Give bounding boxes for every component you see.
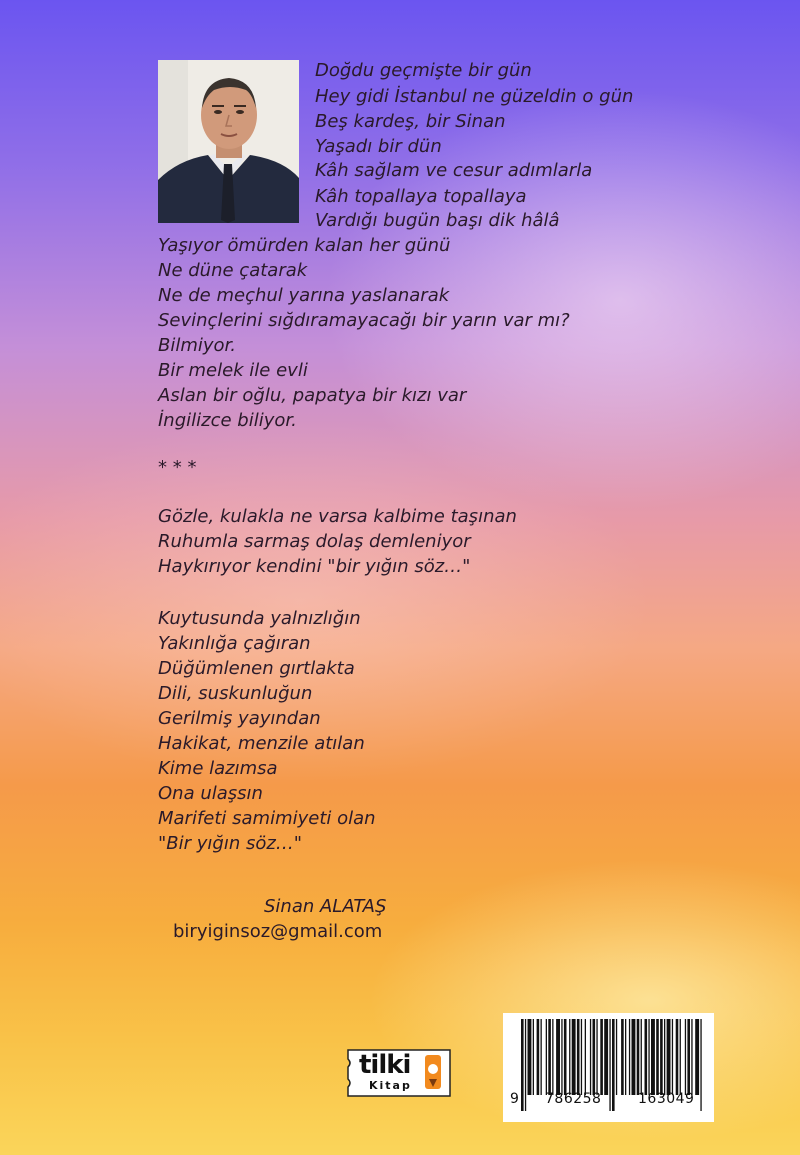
barcode-bar bbox=[632, 1019, 636, 1095]
poem-line: Kâh topallaya topallaya bbox=[315, 186, 527, 207]
barcode-digit-group-1: 786258 bbox=[545, 1091, 602, 1107]
barcode-bar bbox=[651, 1019, 655, 1095]
barcode-bar bbox=[585, 1019, 586, 1095]
barcode-bar bbox=[528, 1019, 532, 1095]
barcode-bar bbox=[561, 1019, 562, 1095]
poem-line: Kâh sağlam ve cesur adımlarla bbox=[315, 160, 593, 181]
barcode-bar bbox=[604, 1019, 608, 1095]
barcode-bar bbox=[609, 1019, 610, 1111]
barcode-bar bbox=[672, 1019, 673, 1095]
poem-line: Doğdu geçmişte bir gün bbox=[315, 60, 532, 81]
poem-line: Yaşadı bir dün bbox=[315, 136, 442, 157]
barcode-bar bbox=[569, 1019, 570, 1095]
barcode-bar bbox=[645, 1019, 648, 1095]
barcode-bar bbox=[656, 1019, 659, 1095]
barcode-bar bbox=[700, 1019, 701, 1111]
barcode-bar bbox=[564, 1019, 567, 1095]
barcode-bar bbox=[548, 1019, 551, 1095]
barcode-bar bbox=[546, 1019, 547, 1095]
poem-line: Sevinçlerini sığdıramayacağı bir yarın var mı? bbox=[158, 310, 570, 331]
barcode-bar bbox=[612, 1019, 615, 1111]
barcode-bar bbox=[596, 1019, 597, 1095]
publisher-logo-name: tilki bbox=[359, 1050, 411, 1080]
poem-line: Dili, suskunluğun bbox=[158, 683, 313, 704]
barcode-bar bbox=[537, 1019, 540, 1095]
poem-line: Ne de meçhul yarına yaslanarak bbox=[158, 285, 450, 306]
barcode-bar bbox=[648, 1019, 649, 1095]
poem-line: Hakikat, menzile atılan bbox=[158, 733, 365, 754]
barcode-bar bbox=[691, 1019, 692, 1095]
barcode-bar bbox=[533, 1019, 534, 1095]
poem-line: Hey gidi İstanbul ne güzeldin o gün bbox=[315, 86, 634, 107]
barcode-bar bbox=[581, 1019, 582, 1095]
poem-line: Bir melek ile evli bbox=[158, 360, 308, 381]
barcode-bar bbox=[676, 1019, 679, 1095]
barcode-digit-prefix: 9 bbox=[510, 1091, 520, 1107]
barcode-bar bbox=[521, 1019, 524, 1111]
poem-line: İngilizce biliyor. bbox=[158, 410, 297, 431]
barcode-bar bbox=[572, 1019, 576, 1095]
author-name: Sinan ALATAŞ bbox=[264, 896, 387, 917]
poem-line: Kime lazımsa bbox=[158, 758, 278, 779]
poem-line: Yaşıyor ömürden kalan her günü bbox=[158, 235, 451, 256]
barcode-bar bbox=[590, 1019, 591, 1095]
barcode-bar bbox=[680, 1019, 681, 1095]
poem-line: Aslan bir oğlu, papatya bir kızı var bbox=[158, 385, 467, 406]
barcode-bar bbox=[641, 1019, 642, 1095]
poem-line: Beş kardeş, bir Sinan bbox=[315, 111, 506, 132]
poem-line: Gözle, kulakla ne varsa kalbime taşınan bbox=[158, 506, 517, 527]
barcode-bar bbox=[685, 1019, 686, 1095]
author-email: biryiginsoz@gmail.com bbox=[173, 921, 383, 942]
barcode-bar bbox=[687, 1019, 690, 1095]
barcode-bar bbox=[660, 1019, 663, 1095]
barcode-bar bbox=[616, 1019, 617, 1095]
poem-line: Düğümlenen gırtlakta bbox=[158, 658, 355, 679]
poem-line: Bilmiyor. bbox=[158, 335, 237, 356]
barcode-digit-group-2: 163049 bbox=[638, 1091, 695, 1107]
barcode-bar bbox=[664, 1019, 665, 1095]
poem-line: Yakınlığa çağıran bbox=[158, 633, 311, 654]
barcode-bar bbox=[667, 1019, 671, 1095]
poem-line: Vardığı bugün başı dik hâlâ bbox=[315, 210, 560, 231]
poem-line: Ona ulaşsın bbox=[158, 783, 263, 804]
publisher-logo bbox=[345, 1047, 453, 1099]
barcode-bar bbox=[541, 1019, 542, 1095]
poem-line: Kuytusunda yalnızlığın bbox=[158, 608, 361, 629]
barcode-bar bbox=[600, 1019, 603, 1095]
poem-line: Ne düne çatarak bbox=[158, 260, 308, 281]
poem-line: "Bir yığın söz…" bbox=[158, 833, 303, 854]
barcode-bar bbox=[637, 1019, 640, 1095]
poem-line: Gerilmiş yayından bbox=[158, 708, 321, 729]
barcode-bar bbox=[621, 1019, 624, 1095]
barcode-bar bbox=[695, 1019, 699, 1095]
barcode-bar bbox=[625, 1019, 626, 1095]
barcode-bar bbox=[629, 1019, 630, 1095]
poem-line: Ruhumla sarmaş dolaş demleniyor bbox=[158, 531, 471, 552]
barcode-bar bbox=[577, 1019, 580, 1095]
barcode-bar bbox=[552, 1019, 553, 1095]
barcode-bar bbox=[556, 1019, 560, 1095]
publisher-logo-subtitle: Kitap bbox=[369, 1079, 412, 1092]
poem-line: Marifeti samimiyeti olan bbox=[158, 808, 376, 829]
barcode-bar bbox=[525, 1019, 526, 1111]
barcode-bar bbox=[593, 1019, 596, 1095]
poem-line: Haykırıyor kendini "bir yığın söz…" bbox=[158, 556, 471, 577]
section-separator: * * * bbox=[158, 457, 197, 478]
